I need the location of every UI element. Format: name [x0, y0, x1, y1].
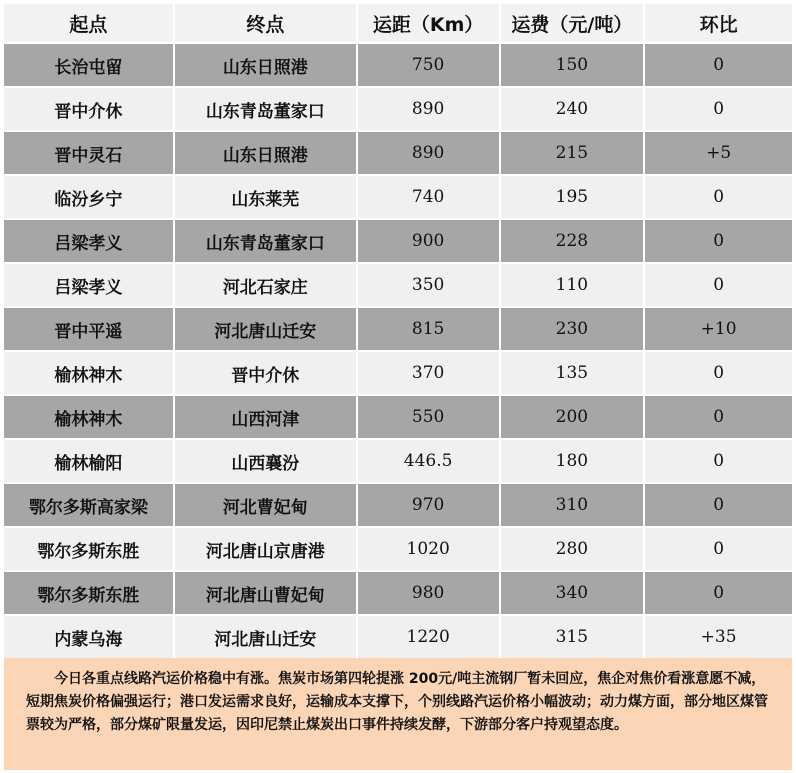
- cell-change: 0: [645, 176, 792, 218]
- cell-change: 0: [645, 264, 792, 306]
- table-row: [4, 132, 792, 174]
- cell-change: 0: [645, 572, 792, 614]
- cell-distance: 350: [358, 264, 499, 306]
- cell-distance: 890: [358, 88, 499, 130]
- cell-destination: 山东青岛董家口: [175, 220, 356, 262]
- cell-destination: 河北唐山京唐港: [175, 528, 356, 570]
- cell-origin: 晋中平遥: [4, 308, 173, 350]
- cell-change: 0: [645, 44, 792, 86]
- cell-change: 0: [645, 396, 792, 438]
- cell-fee: 315: [501, 616, 644, 658]
- cell-destination: 河北石家庄: [175, 264, 356, 306]
- header-origin: 起点: [4, 4, 173, 42]
- cell-change: 0: [645, 528, 792, 570]
- cell-change: +5: [645, 132, 792, 174]
- table-row: [4, 616, 792, 658]
- freight-rate-table: [2, 2, 794, 660]
- cell-distance: 370: [358, 352, 499, 394]
- cell-origin: 内蒙乌海: [4, 616, 173, 658]
- cell-distance: 446.5: [358, 440, 499, 482]
- table-row: [4, 308, 792, 350]
- cell-destination: 河北曹妃甸: [175, 484, 356, 526]
- table-row: [4, 264, 792, 306]
- cell-origin: 临汾乡宁: [4, 176, 173, 218]
- table-row: [4, 572, 792, 614]
- header-distance: 运距（Km）: [358, 4, 499, 42]
- table-row: [4, 484, 792, 526]
- cell-origin: 鄂尔多斯东胜: [4, 528, 173, 570]
- cell-distance: 550: [358, 396, 499, 438]
- cell-origin: 吕梁孝义: [4, 264, 173, 306]
- header-change: 环比: [645, 4, 792, 42]
- cell-destination: 晋中介休: [175, 352, 356, 394]
- cell-origin: 吕梁孝义: [4, 220, 173, 262]
- table-row: [4, 352, 792, 394]
- table-row: [4, 220, 792, 262]
- cell-origin: 晋中灵石: [4, 132, 173, 174]
- table-row: [4, 88, 792, 130]
- cell-origin: 长治屯留: [4, 44, 173, 86]
- table-row: [4, 440, 792, 482]
- cell-origin: 鄂尔多斯高家梁: [4, 484, 173, 526]
- cell-change: +35: [645, 616, 792, 658]
- cell-fee: 200: [501, 396, 644, 438]
- cell-distance: 970: [358, 484, 499, 526]
- cell-distance: 900: [358, 220, 499, 262]
- cell-fee: 180: [501, 440, 644, 482]
- cell-destination: 河北唐山迁安: [175, 616, 356, 658]
- cell-fee: 110: [501, 264, 644, 306]
- cell-fee: 280: [501, 528, 644, 570]
- cell-change: 0: [645, 220, 792, 262]
- cell-distance: 815: [358, 308, 499, 350]
- table-header-row: [4, 4, 792, 42]
- cell-origin: 晋中介休: [4, 88, 173, 130]
- cell-destination: 河北唐山迁安: [175, 308, 356, 350]
- cell-change: 0: [645, 484, 792, 526]
- cell-change: 0: [645, 440, 792, 482]
- cell-fee: 310: [501, 484, 644, 526]
- cell-destination: 山东莱芜: [175, 176, 356, 218]
- cell-change: +10: [645, 308, 792, 350]
- cell-change: 0: [645, 352, 792, 394]
- cell-fee: 228: [501, 220, 644, 262]
- table-row: [4, 396, 792, 438]
- cell-distance: 980: [358, 572, 499, 614]
- cell-destination: 山东日照港: [175, 44, 356, 86]
- cell-destination: 山西襄汾: [175, 440, 356, 482]
- cell-origin: 榆林神木: [4, 396, 173, 438]
- cell-destination: 河北唐山曹妃甸: [175, 572, 356, 614]
- cell-distance: 890: [358, 132, 499, 174]
- cell-distance: 1220: [358, 616, 499, 658]
- table-row: [4, 528, 792, 570]
- cell-fee: 340: [501, 572, 644, 614]
- cell-fee: 150: [501, 44, 644, 86]
- cell-origin: 榆林榆阳: [4, 440, 173, 482]
- cell-fee: 230: [501, 308, 644, 350]
- cell-distance: 740: [358, 176, 499, 218]
- cell-fee: 240: [501, 88, 644, 130]
- cell-distance: 750: [358, 44, 499, 86]
- cell-fee: 195: [501, 176, 644, 218]
- cell-origin: 榆林神木: [4, 352, 173, 394]
- cell-origin: 鄂尔多斯东胜: [4, 572, 173, 614]
- header-destination: 终点: [175, 4, 356, 42]
- table-row: [4, 44, 792, 86]
- cell-destination: 山东青岛董家口: [175, 88, 356, 130]
- table-row: [4, 176, 792, 218]
- cell-destination: 山东日照港: [175, 132, 356, 174]
- cell-fee: 135: [501, 352, 644, 394]
- market-commentary: 今日各重点线路汽运价格稳中有涨。焦炭市场第四轮提涨 200元/吨主流钢厂暂未回应，焦企对焦价看涨意愿不减，短期焦炭价格偏强运行；港口发运需求良好，运输成本支撑下，个别线路汽运价格小幅波动；动力煤方面，部分地区煤管票较为严格，部分煤矿限量发运，因印尼禁止煤炭出口事件持续发酵，下游部分客户持观望态度。: [4, 658, 792, 770]
- cell-change: 0: [645, 88, 792, 130]
- header-fee: 运费（元/吨）: [501, 4, 644, 42]
- cell-fee: 215: [501, 132, 644, 174]
- cell-destination: 山西河津: [175, 396, 356, 438]
- cell-distance: 1020: [358, 528, 499, 570]
